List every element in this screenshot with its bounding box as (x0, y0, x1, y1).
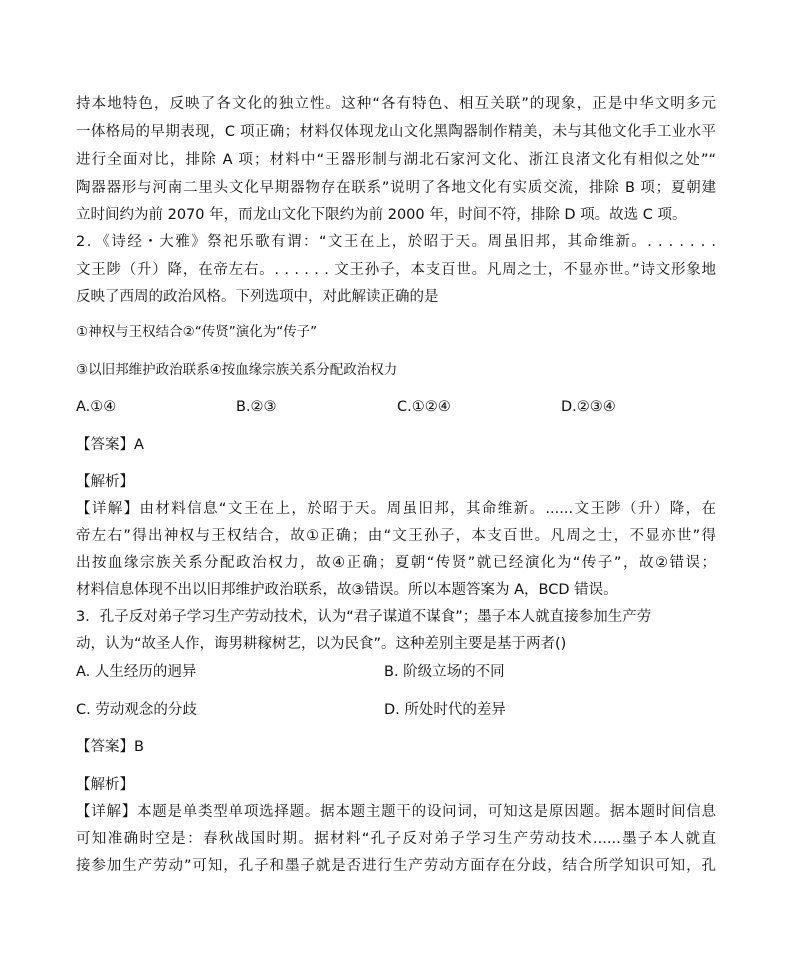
q3-detail-line: 接参加生产劳动”可知，孔子和墨子就是否进行生产劳动方面存在分歧，结合所学知识可知，孔 (76, 858, 716, 874)
q2-analysis-heading: 【解析】 (76, 474, 134, 490)
q3-option-d: D. 所处时代的差异 (384, 702, 506, 718)
q2-detail-line: 材料信息体现不出以旧邦维护政治联系，故③错误。所以本题答案为 A，BCD 错误。 (76, 582, 618, 598)
q1-tail-line: 一体格局的早期表现，C 项正确；材料仅体现龙山文化黑陶器制作精美，未与其他文化手工业水平 (76, 124, 716, 140)
q3-stem-line: 3．孔子反对弟子学习生产劳动技术，认为“君子谋道不谋食”；墨子本人就直接参加生产劳 (76, 609, 652, 625)
q1-tail-line: 进行全面对比，排除 A 项；材料中“王器形制与湖北石家河文化、浙江良渚文化有相似之处”“ (76, 152, 716, 168)
q3-analysis-heading: 【解析】 (76, 777, 134, 793)
q1-tail-line: 立时间约为前 2070 年，而龙山文化下限约为前 2000 年，时间不符，排除 D 项。故选 C 项。 (76, 207, 687, 223)
q2-statement: ①神权与王权结合②“传贤”演化为“传子” (76, 324, 318, 340)
q2-statement: ③以旧邦维护政治联系④按血缘宗族关系分配政治权力 (76, 362, 398, 378)
q2-stem-line: 反映了西周的政治风格。下列选项中，对此解读正确的是 (76, 289, 439, 305)
q2-detail-line: 【详解】由材料信息“文王在上，於昭于天。周虽旧邦，其命维新。......文王陟（升）降，在 (76, 501, 716, 517)
q2-stem-line: 文王陟（升）降，在帝左右。. . . . . . 文王孙子，本支百世。凡周之士，不显亦世。”诗文形象地 (76, 262, 716, 278)
q2-option-b: B.②③ (236, 399, 277, 415)
q2-stem-line: 2．《诗经・大雅》祭祀乐歌有谓：“文王在上，於昭于天。周虽旧邦，其命维新。. . . . . . . (76, 234, 716, 250)
q1-tail-line: 陶器器形与河南二里头文化早期器物存在联系”说明了各地文化有实质交流，排除 B 项；夏朝建 (76, 180, 716, 196)
q2-option-c: C.①②④ (397, 399, 451, 415)
q2-option-d: D.②③④ (561, 399, 616, 415)
q3-answer: 【答案】B (76, 739, 144, 755)
q3-detail-line: 【详解】本题是单类型单项选择题。据本题主题干的设问词，可知这是原因题。据本题时间信息 (76, 804, 716, 820)
q2-detail-line: 帝左右”得出神权与王权结合，故①正确；由“文王孙子，本支百世。凡周之士，不显亦世”得 (76, 528, 716, 544)
q3-option-a: A. 人生经历的迥异 (76, 664, 197, 680)
q2-answer: 【答案】A (76, 437, 144, 453)
q3-option-b: B. 阶级立场的不同 (384, 664, 505, 680)
q3-stem-line: 动，认为“故圣人作，诲男耕稼树艺，以为民食”。这种差别主要是基于两者() (76, 636, 567, 652)
q3-option-c: C. 劳动观念的分歧 (76, 702, 197, 718)
q3-detail-line: 可知准确时空是：春秋战国时期。据材料“孔子反对弟子学习生产劳动技术......墨子本人就直 (76, 831, 716, 847)
q2-option-a: A.①④ (76, 399, 117, 415)
q1-tail-line: 持本地特色，反映了各文化的独立性。这种“各有特色、相互关联”的现象，正是中华文明多元 (76, 96, 716, 112)
q2-detail-line: 出按血缘宗族关系分配政治权力，故④正确；夏朝“传贤”就已经演化为“传子”，故②错误； (76, 555, 716, 571)
